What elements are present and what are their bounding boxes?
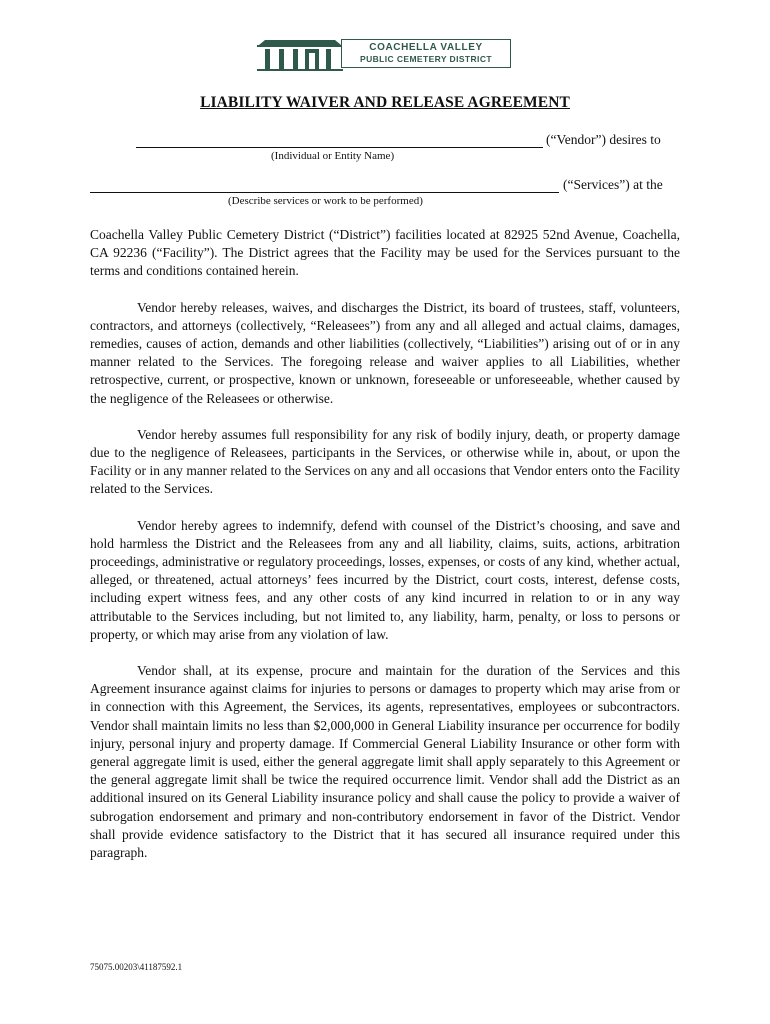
services-caption: (Describe services or work to be performed) xyxy=(228,195,423,207)
logo-line-2: PUBLIC CEMETERY DISTRICT xyxy=(360,54,492,64)
paragraph-release: Vendor hereby releases, waives, and discharges the District, its board of trustees, staff, volunteers, contractors, and attorneys (collectively, “Releasees”) from any and all alleged and actual claims, damages, remedies, causes of action, demands and other liabilities (collectively, “Liabilities”) arising out of or in any manner related to the Services. The foregoing release and waiver applies to all Liabilities, whether retrospective, current, or prospective, known or unknown, foreseeable or unforeseeable, whether caused by the negligence of the Releasees or otherwise. xyxy=(90,299,680,406)
vendor-suffix: (“Vendor”) desires to xyxy=(546,132,661,147)
document-title: LIABILITY WAIVER AND RELEASE AGREEMENT xyxy=(200,94,570,111)
paragraph-assumption-of-risk: Vendor hereby assumes full responsibility for any risk of bodily injury, death, or property damage due to the negligence of Releasees, participants in the Services, or otherwise while in, about, or upon the Facility or in any manner related to the Services on any and all occasions that Vendor enters onto the Facility related to the Services. xyxy=(90,426,680,497)
logo-text-box xyxy=(341,39,511,68)
logo-line-1: COACHELLA VALLEY xyxy=(369,42,483,53)
district-logo xyxy=(255,36,515,72)
services-suffix: (“Services”) at the xyxy=(563,177,663,192)
vendor-name-blank[interactable] xyxy=(136,147,543,148)
vendor-caption: (Individual or Entity Name) xyxy=(271,150,395,162)
paragraph-insurance: Vendor shall, at its expense, procure and maintain for the duration of the Services and this Agreement insurance against claims for injuries to persons or damages to property which may arise from or in connection with this Agreement, the Services, its agents, representatives, employees or subcontractors. Vendor shall maintain limits no less than $2,000,000 in General Liability insurance per occurrence for bodily injury, personal injury and property damage. If Commercial General Liability Insurance or other form with general aggregate limit is used, either the general aggregate limit shall apply separately to this Agreement or the general aggregate limit shall be twice the required occurrence limit. Vendor shall add the District as an additional insured on its General Liability insurance policy and shall cause the policy to provide a waiver of subrogation endorsement and primary and non-contributory endorsement in favor of the District. Vendor shall provide evidence satisfactory to the District that it has secured all insurance required under this paragraph. xyxy=(90,663,680,861)
services-description-blank[interactable] xyxy=(90,192,559,193)
agreement-body xyxy=(90,226,680,880)
paragraph-indemnification: Vendor hereby agrees to indemnify, defend with counsel of the District’s choosing, and save and hold harmless the District and the Releasees from any and all liability, claims, suits, actions, arbitration proceedings, administrative or regulatory proceedings, losses, expenses, or costs of any kind, whether actual, alleged, or threatened, actual attorneys’ fees incurred by the District, court costs, interest, defense costs, including expert witness fees, and any other costs of any kind incurred in relation to or in any way attributable to the Services including, but not limited to, any liability, harm, penalty, or loss to persons or property, or which may arise from any violation of law. xyxy=(90,517,680,642)
paragraph-facility: Coachella Valley Public Cemetery District (“District”) facilities located at 82925 52nd Avenue, Coachella, CA 92236 (“Facility”). The District agrees that the Facility may be used for the Services pursuant to the terms and conditions contained herein. xyxy=(90,227,680,279)
document-reference-number: 75075.00203\41187592.1 xyxy=(90,962,183,972)
